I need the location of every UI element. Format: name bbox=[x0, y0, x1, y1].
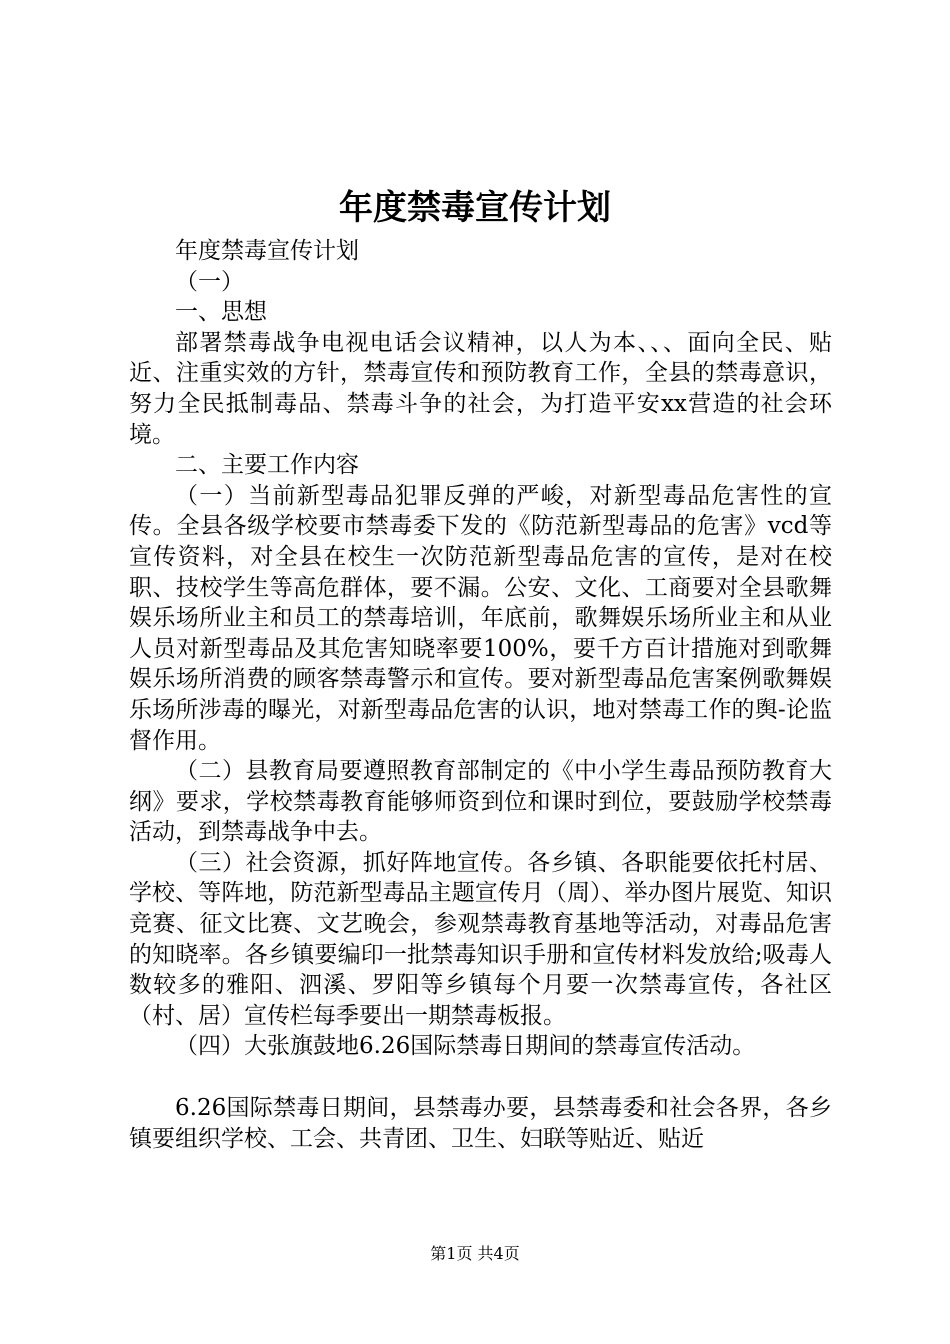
paragraph-subtitle: 年度禁毒宣传计划 bbox=[175, 238, 359, 264]
paragraph-heading-thought: 一、思想 bbox=[175, 299, 267, 326]
paragraph-section-marker: （一） bbox=[175, 268, 244, 295]
paragraph-thought-body: 部署禁毒战争电视电话会议精神，以人为本、、、面向全民、贴近、注重实效的方针，禁毒宣传和预防教育工作，全县的禁毒意识，努力全民抵制毒品、禁毒斗争的社会，为打造平安xx营造的社会环境。 bbox=[129, 329, 832, 448]
page-number: 第1页 共4页 bbox=[430, 1244, 520, 1263]
paragraph-item-3: （三）社会资源，抓好阵地宣传。各乡镇、各职能要依托村居、学校、等阵地，防范新型毒品主题宣传月（周）、举办图片展览、知识竞赛、征文比赛、文艺晚会，参观禁毒教育基地等活动，对毒品危害的知晓率。各乡镇要编印一批禁毒知识手册和宣传材料发放给;吸毒人数较多的雅阳、泗溪、罗阳等乡镇每个月要一次禁毒宣传，各社区（村、居）宣传栏每季要出一期禁毒板报。 bbox=[129, 849, 832, 1029]
paragraph-item-1: （一）当前新型毒品犯罪反弹的严峻，对新型毒品危害性的宣传。全县各级学校要市禁毒委下发的《防范新型毒品的危害》vcd等宣传资料，对全县在校生一次防范新型毒品危害的宣传，是对在校职、技校学生等高危群体，要不漏。公安、文化、工商要对全县歌舞娱乐场所业主和员工的禁毒培训，年底前，歌舞娱乐场所业主和从业人员对新型毒品及其危害知晓率要100%，要千方百计措施对到歌舞娱乐场所消费的顾客禁毒警示和宣传。要对新型毒品危害案例歌舞娱乐场所涉毒的曝光，对新型毒品危害的认识，地对禁毒工作的舆-论监督作用。 bbox=[129, 482, 832, 754]
page-title: 年度禁毒宣传计划 bbox=[339, 188, 611, 228]
paragraph-heading-main-work: 二、主要工作内容 bbox=[175, 452, 359, 479]
document-body bbox=[129, 236, 832, 1154]
paragraph-626-body: 6.26国际禁毒日期间，县禁毒办要，县禁毒委和社会各界，各乡镇要组织学校、工会、共青团、卫生、妇联等贴近、贴近 bbox=[129, 1095, 832, 1152]
paragraph-item-4: （四）大张旗鼓地6.26国际禁毒日期间的禁毒宣传活动。 bbox=[175, 1033, 756, 1060]
paragraph-item-2: （二）县教育局要遵照教育部制定的《中小学生毒品预防教育大纲》要求，学校禁毒教育能够师资到位和课时到位，要鼓励学校禁毒活动，到禁毒战争中去。 bbox=[129, 758, 832, 846]
